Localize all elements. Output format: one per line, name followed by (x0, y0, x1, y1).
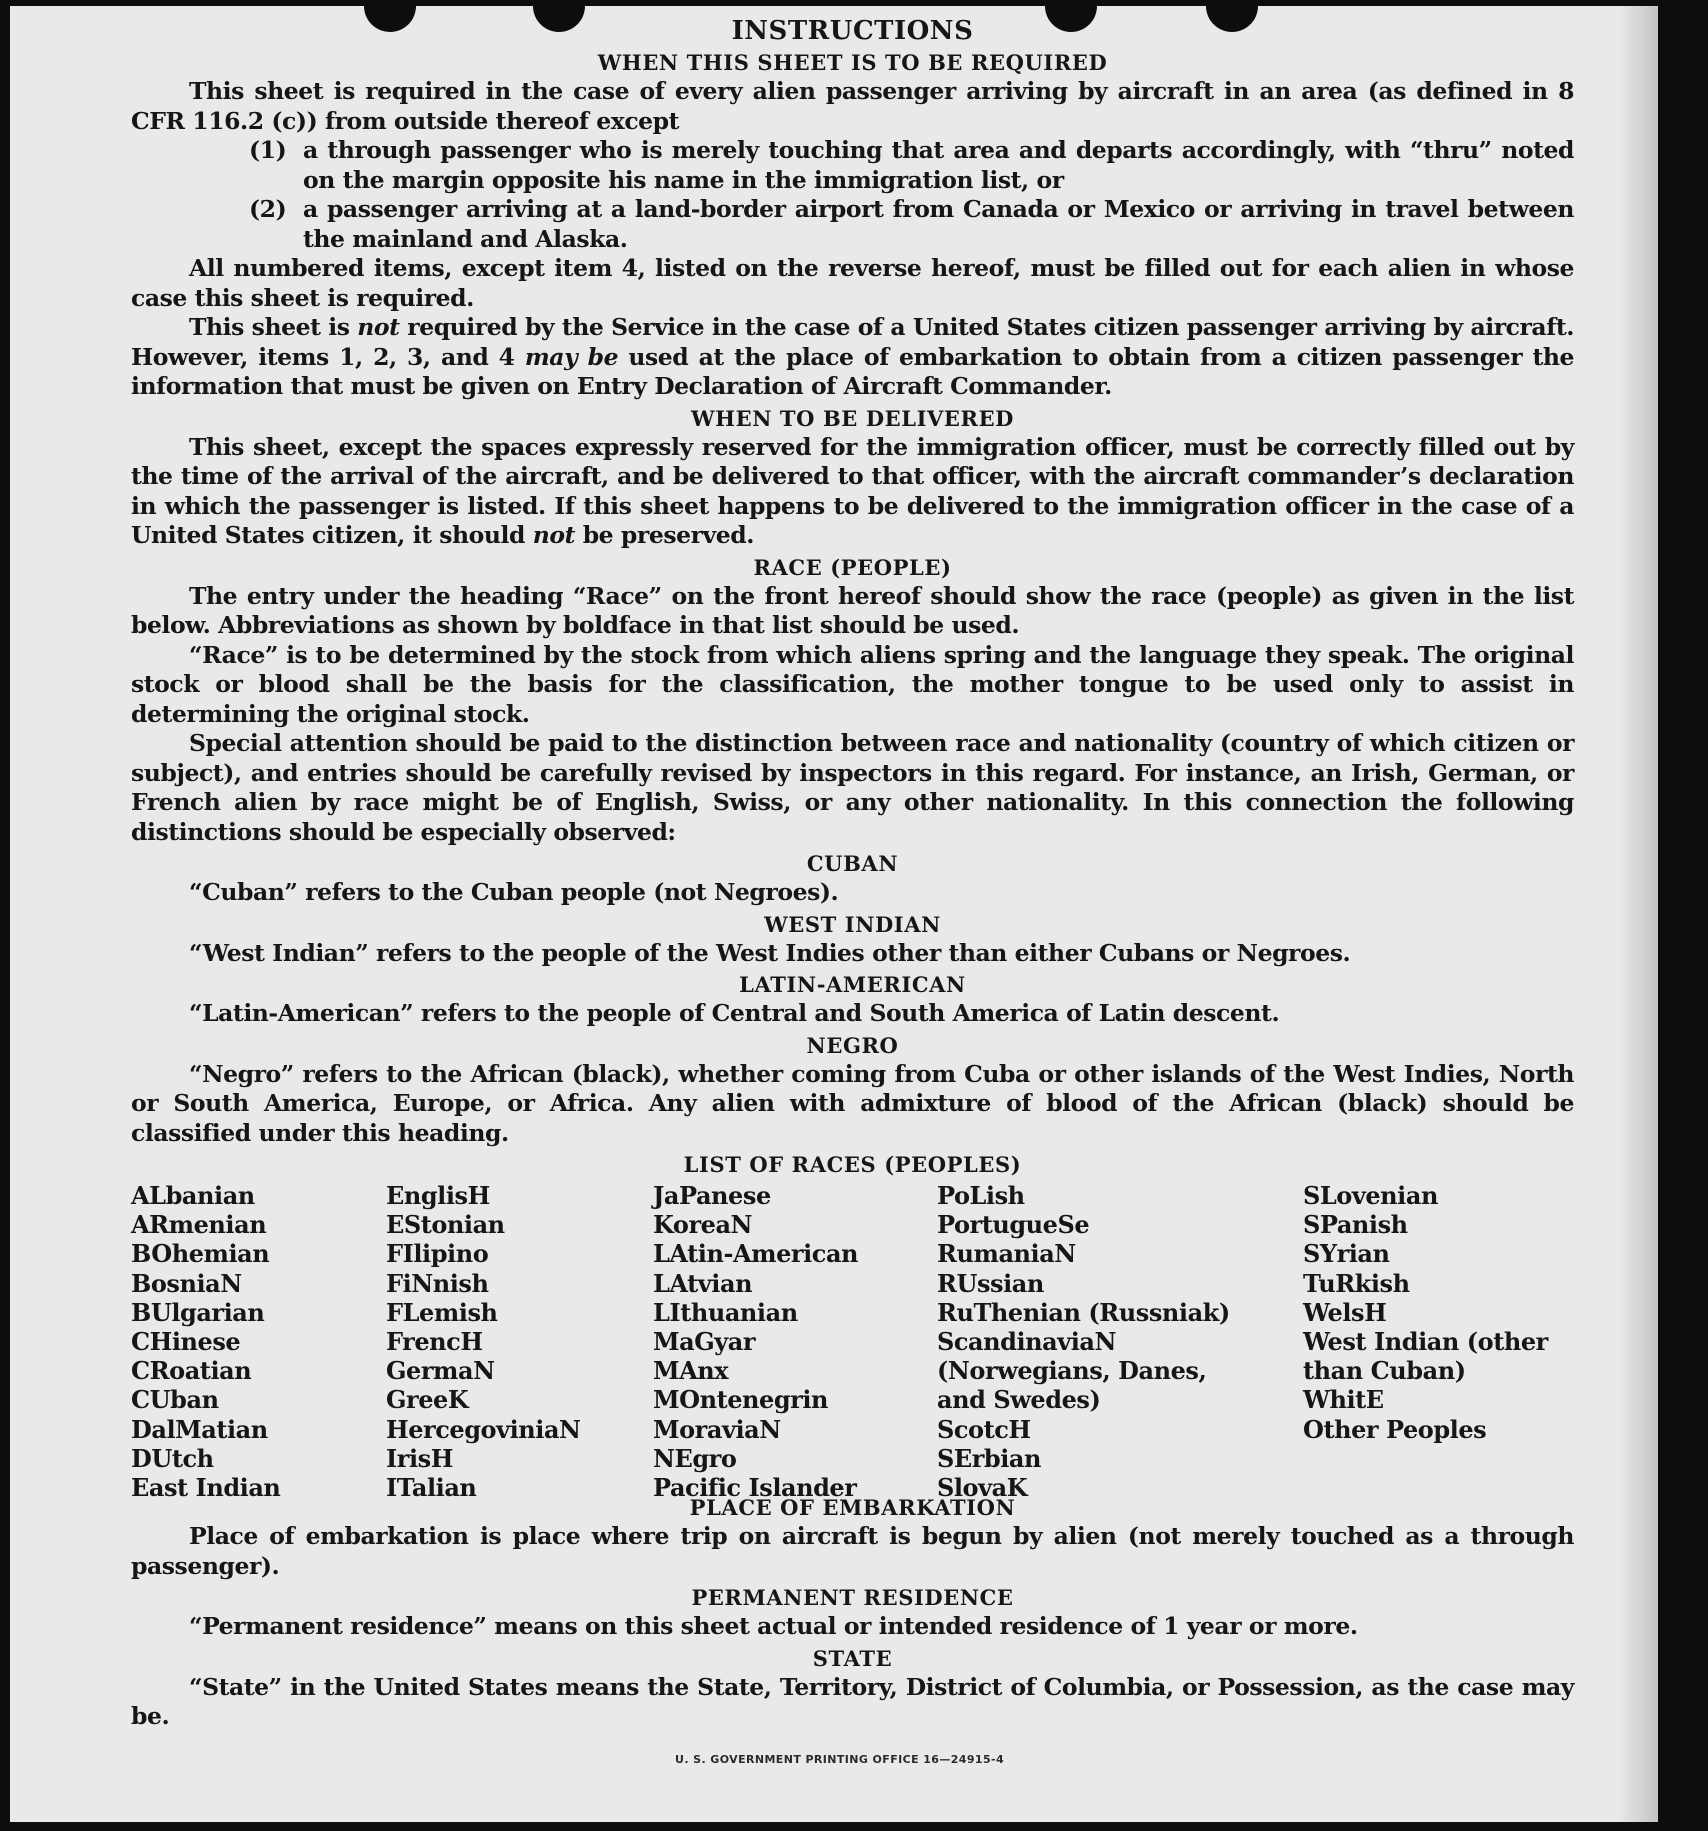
state-definition: “State” in the United States means the State, Territory, District of Columbia, or Possession, as the case may be. (131, 1672, 1574, 1730)
emphasis: may be (524, 342, 619, 371)
text-run: used at the place of embarkation to obtain from a citizen passenger the information that must be given on Entry Declaration of Aircraft Commander. (131, 342, 1574, 400)
race-entry: EnglisH (386, 1181, 490, 1210)
race-entry: GermaN (386, 1356, 495, 1386)
residence-definition: “Permanent residence” means on this sheet actual or intended residence of 1 year or more. (189, 1612, 1358, 1640)
race-entry: HercegoviniaN (386, 1414, 581, 1444)
boldface-word: boldface (562, 611, 672, 639)
race-entry: RuThenian (Russniak) (937, 1297, 1230, 1327)
race-entry: GreeK (386, 1385, 469, 1415)
embarkation-definition: Place of embarkation is place where trip on aircraft is begun by alien (not merely touched as a through passenger). (131, 1522, 1574, 1580)
races-list (131, 1181, 1574, 1503)
delivered-paragraph (131, 433, 1574, 551)
race-entry: SlovaK (937, 1473, 1028, 1503)
races-column-4 (937, 1181, 1237, 1502)
race-entry: ALbanian (131, 1181, 255, 1210)
item-number: (2) (249, 195, 287, 223)
item-text: a passenger arriving at a land-border airport from Canada or Mexico or arriving in travel between the mainland and Alaska. (303, 195, 1574, 253)
citizen-paragraph (131, 313, 1574, 402)
race-entry: ScandinaviaN (Norwegians, Danes, and Swedes) (937, 1327, 1207, 1415)
race-entry: MOntenegrin (653, 1385, 829, 1415)
section-heading-residence: PERMANENT RESIDENCE (691, 1585, 1014, 1610)
race-paragraph-3: Special attention should be paid to the distinction between race and nationality (country of which citizen or subject), and entries should be carefully revised by inspectors in this regard. For instance, an Irish, German, or French alien by race might be of English, Swiss, or any other nationality. In this connection the following distinctions should be especially observed: (131, 729, 1574, 846)
race-entry: CUban (131, 1385, 219, 1415)
instructions-content (131, 14, 1574, 1732)
negro-definition: “Negro” refers to the African (black), whether coming from Cuba or other islands of the West Indies, North or South America, Europe, or Africa. Any alien with admixture of blood of the African (black) should be classified under this heading. (131, 1059, 1574, 1147)
page-title: INSTRUCTIONS (731, 16, 974, 46)
race-entry: LAtvian (653, 1268, 753, 1298)
race-entry: SLovenian (1303, 1181, 1438, 1210)
race-entry: FLemish (386, 1297, 498, 1327)
text-run: required by the Service in the case of a United States citizen passenger arriving by aircraft. However, items 1, 2, 3, and 4 (131, 313, 1574, 371)
race-entry: NEgro (653, 1443, 737, 1473)
exception-item-2 (131, 195, 1574, 254)
race-entry: DUtch (131, 1443, 214, 1473)
race-entry: Other Peoples (1303, 1414, 1487, 1444)
west-indian-definition: “West Indian” refers to the people of the West Indies other than either Cubans or Negroes. (189, 938, 1351, 967)
item-number: (1) (249, 136, 287, 164)
text-run: This sheet is (189, 313, 358, 341)
races-column-3 (653, 1181, 923, 1502)
section-heading-state: STATE (812, 1645, 893, 1671)
race-entry: CRoatian (131, 1356, 252, 1386)
race-paragraph-1 (131, 582, 1574, 641)
race-entry: SErbian (937, 1443, 1042, 1473)
section-heading-race: RACE (PEOPLE) (753, 554, 952, 580)
race-entry: LAtin-American (653, 1239, 859, 1269)
race-paragraph-2: “Race” is to be determined by the stock from which aliens spring and the language they speak. The original stock or blood shall be the basis for the classification, the mother tongue to be used only to assist in determining the original stock. (131, 640, 1574, 728)
race-entry: DalMatian (131, 1414, 268, 1444)
race-entry: BOhemian (131, 1239, 270, 1269)
race-entry: EStonian (386, 1210, 505, 1240)
race-entry: West Indian (other than Cuban) (1303, 1327, 1548, 1386)
section-heading-races-list: LIST OF RACES (PEOPLES) (683, 1152, 1022, 1177)
document-page (10, 6, 1658, 1822)
section-heading-negro: NEGRO (806, 1032, 899, 1058)
emphasis: not (532, 521, 575, 549)
race-entry: LIthuanian (653, 1297, 798, 1327)
cuban-definition: “Cuban” refers to the Cuban people (not Negroes). (189, 878, 839, 906)
race-entry: FiNnish (386, 1268, 489, 1298)
race-entry: ITalian (386, 1473, 477, 1503)
race-entry: BosniaN (131, 1268, 242, 1298)
race-entry: BUlgarian (131, 1297, 265, 1327)
text-run: This sheet, except the spaces expressly reserved for the immigration officer, must be correctly filled out by the time of the arrival of the aircraft, and be delivered to that officer, with the aircraft commander’s declaration in which the passenger is listed. If this sheet happens to be delivered to the immigration officer in the case of a United States citizen, it should (131, 432, 1574, 549)
race-entry: JaPanese (653, 1181, 771, 1210)
race-entry: IrisH (386, 1443, 453, 1473)
text-run: be preserved. (574, 521, 754, 549)
race-entry: MoraviaN (653, 1414, 781, 1444)
section-heading-cuban: CUBAN (806, 851, 899, 876)
latin-american-definition: “Latin-American” refers to the people of Central and South America of Latin descent. (189, 999, 1280, 1027)
race-entry: East Indian (131, 1473, 281, 1503)
races-column-1 (131, 1181, 371, 1502)
race-entry: MAnx (653, 1356, 729, 1386)
race-entry: WelsH (1303, 1297, 1387, 1327)
emphasis: not (357, 313, 400, 341)
text-run: in that list should be used. (671, 611, 1020, 639)
race-entry: ARmenian (131, 1210, 267, 1240)
section-heading-west-indian: WEST INDIAN (764, 911, 941, 937)
race-entry: TuRkish (1303, 1268, 1410, 1298)
race-entry: SPanish (1303, 1210, 1408, 1240)
races-column-5 (1303, 1181, 1593, 1444)
numbered-items-paragraph: All numbered items, except item 4, listed on the reverse hereof, must be filled out for each alien in whose case this sheet is required. (131, 254, 1574, 312)
race-entry: KoreaN (653, 1210, 753, 1240)
section-heading-delivered: WHEN TO BE DELIVERED (690, 405, 1014, 431)
race-entry: FrencH (386, 1327, 483, 1357)
race-entry: RUssian (937, 1268, 1044, 1298)
race-entry: CHinese (131, 1327, 241, 1357)
exception-item-1 (131, 136, 1574, 195)
printer-imprint: U. S. GOVERNMENT PRINTING OFFICE 16—24915-4 (675, 1753, 1005, 1766)
race-entry: ScotcH (937, 1414, 1031, 1444)
text-run: The entry under the heading “Race” on the front hereof should show the race (people) as given in the list below. Abbreviations as shown by (131, 581, 1574, 639)
race-entry: PortugueSe (937, 1210, 1090, 1240)
race-entry: RumaniaN (937, 1239, 1076, 1269)
section-heading-latin-american: LATIN-AMERICAN (739, 972, 966, 997)
section-heading-embarkation: PLACE OF EMBARKATION (689, 1495, 1016, 1520)
item-text: a through passenger who is merely touching that area and departs accordingly, with “thru” noted on the margin opposite his name in the immigration list, or (303, 136, 1574, 194)
races-column-2 (386, 1181, 626, 1502)
section-heading-required: WHEN THIS SHEET IS TO BE REQUIRED (597, 50, 1108, 75)
race-entry: PoLish (937, 1181, 1025, 1210)
race-entry: Pacific Islander (653, 1473, 857, 1503)
race-entry: SYrian (1303, 1239, 1390, 1269)
race-entry: FIlipino (386, 1239, 489, 1269)
race-entry: MaGyar (653, 1327, 756, 1357)
page-edge-shadow (1618, 6, 1658, 1822)
required-paragraph: This sheet is required in the case of every alien passenger arriving by aircraft in an area (as defined in 8 CFR 116.2 (c)) from outside thereof except (131, 77, 1574, 135)
race-entry: WhitE (1303, 1385, 1384, 1415)
